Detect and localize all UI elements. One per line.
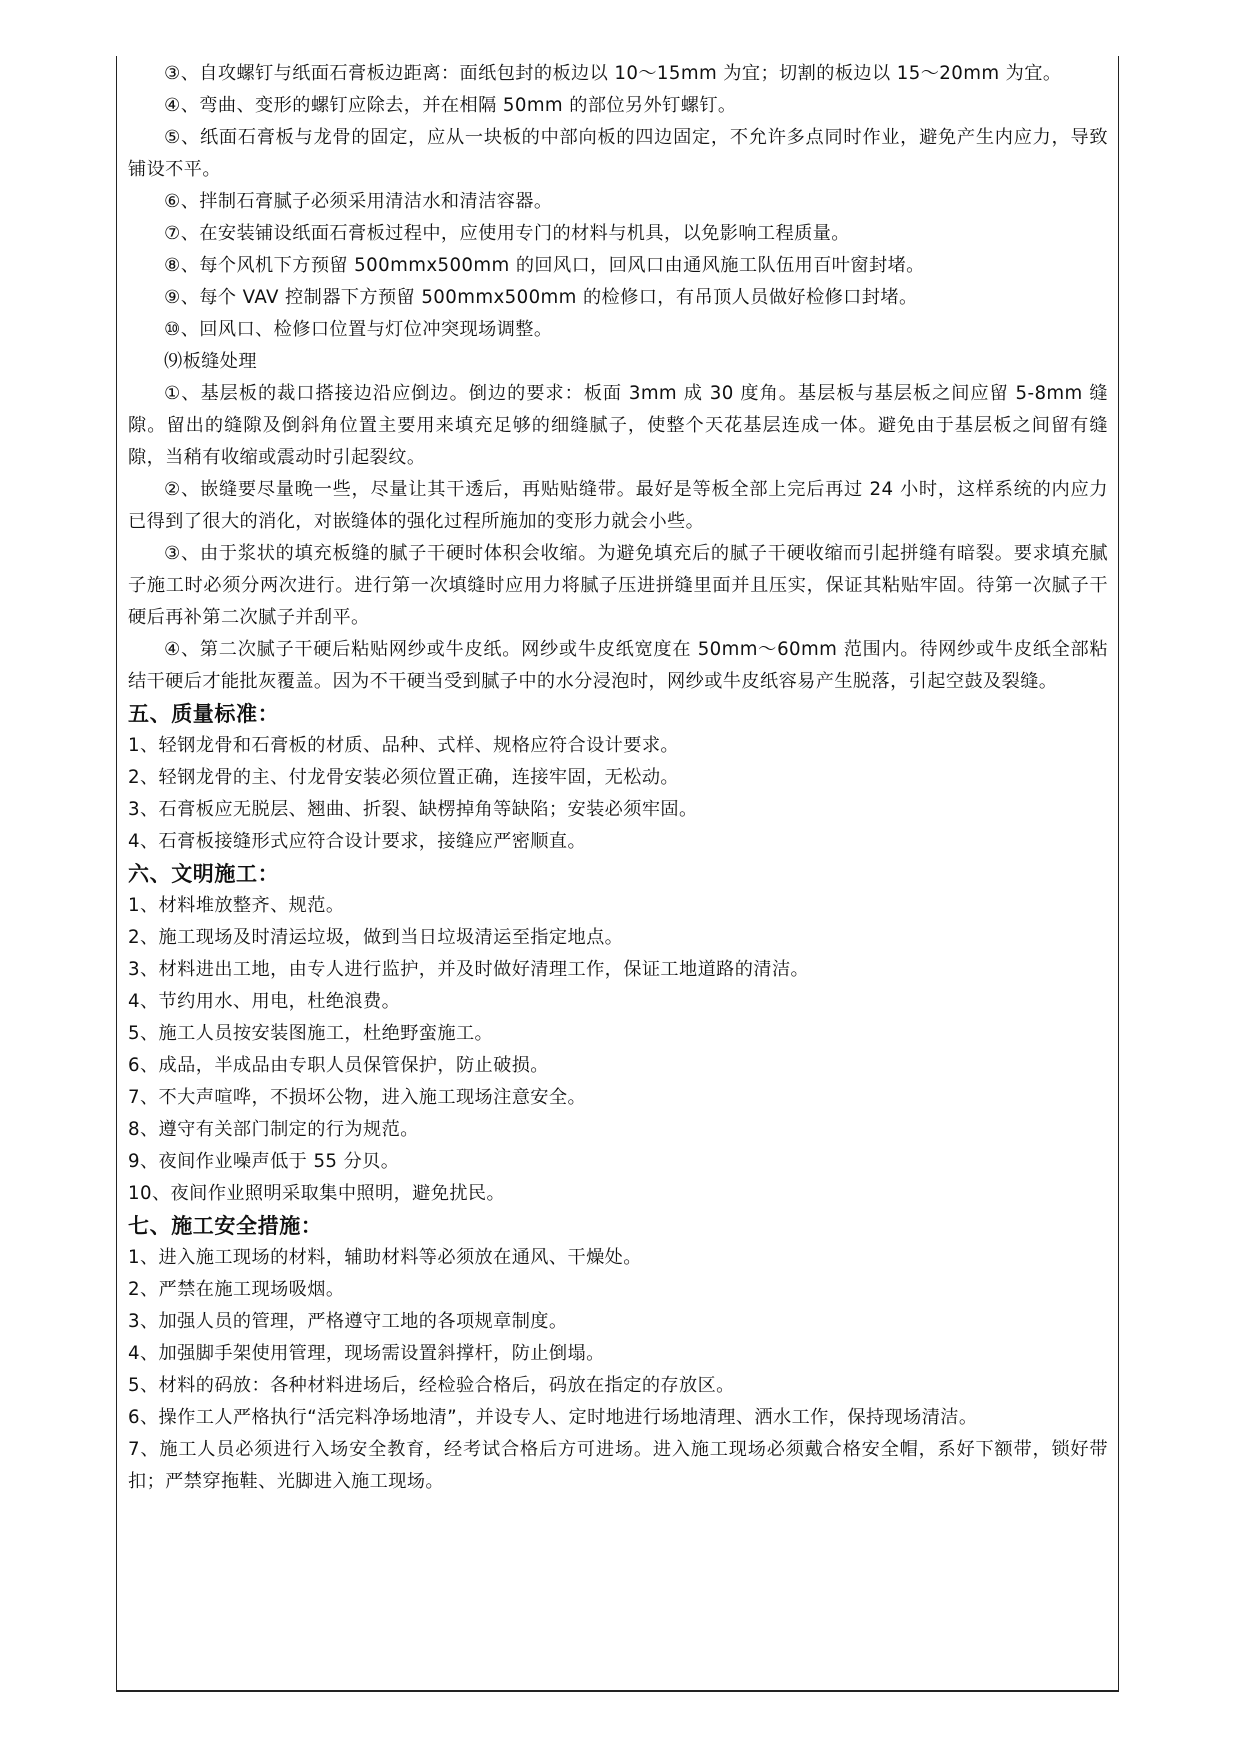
list-item: 10、夜间作业照明采取集中照明，避免扰民。 [128,1183,506,1204]
list-item: 2、严禁在施工现场吸烟。 [128,1279,345,1300]
paragraph: ③、自攻螺钉与纸面石膏板边距离：面纸包封的板边以 10～15mm 为宜；切割的板边以 15～20mm 为宜。 [164,63,1062,84]
list-item: 9、夜间作业噪声低于 55 分贝。 [128,1151,400,1172]
paragraph: ④、弯曲、变形的螺钉应除去，并在相隔 50mm 的部位另外钉螺钉。 [164,95,737,116]
list-item: 4、石膏板接缝形式应符合设计要求，接缝应严密顺直。 [128,831,587,852]
section-heading-civilized-construction: 六、文明施工： [128,862,280,886]
list-item: 6、成品，半成品由专职人员保管保护，防止破损。 [128,1055,549,1076]
list-item: 3、材料进出工地，由专人进行监护，并及时做好清理工作，保证工地道路的清洁。 [128,959,810,980]
paragraph: ⑩、回风口、检修口位置与灯位冲突现场调整。 [164,319,553,340]
paragraph: ⑨、每个 VAV 控制器下方预留 500mmx500mm 的检修口，有吊顶人员做好检修口封堵。 [164,287,918,308]
list-item: 3、加强人员的管理，严格遵守工地的各项规章制度。 [128,1311,568,1332]
list-item: 7、施工人员必须进行入场安全教育，经考试合格后方可进场。进入施工现场必须戴合格安全帽，系好下额带，锁好带扣；严禁穿拖鞋、光脚进入施工现场。 [128,1439,1108,1492]
list-item: 3、石膏板应无脱层、翘曲、折裂、缺楞掉角等缺陷；安装必须牢固。 [128,799,698,820]
list-item: 1、进入施工现场的材料，辅助材料等必须放在通风、干燥处。 [128,1247,642,1268]
list-item: 5、材料的码放：各种材料进场后，经检验合格后，码放在指定的存放区。 [128,1375,735,1396]
paragraph: ②、嵌缝要尽量晚一些，尽量让其干透后，再贴贴缝带。最好是等板全部上完后再过 24 小时，这样系统的内应力已得到了很大的消化，对嵌缝体的强化过程所施加的变形力就会小些。 [128,479,1108,532]
paragraph: ⑧、每个风机下方预留 500mmx500mm 的回风口，回风口由通风施工队伍用百叶窗封堵。 [164,255,925,276]
paragraph: ⑤、纸面石膏板与龙骨的固定，应从一块板的中部向板的四边固定，不允许多点同时作业，避免产生内应力，导致铺设不平。 [128,127,1108,180]
list-item: 4、加强脚手架使用管理，现场需设置斜撑杆，防止倒塌。 [128,1343,605,1364]
list-item: 1、轻钢龙骨和石膏板的材质、品种、式样、规格应符合设计要求。 [128,735,680,756]
subsection-title: ⑼板缝处理 [164,351,257,372]
paragraph: ①、基层板的裁口搭接边沿应倒边。倒边的要求：板面 3mm 成 30 度角。基层板与基层板之间应留 5-8mm 缝隙。留出的缝隙及倒斜角位置主要用来填充足够的细缝腻子，使整个天花基层连成一体。避免由于基层板之间留有缝隙，当稍有收缩或震动时引起裂纹。 [128,383,1108,468]
list-item: 8、遵守有关部门制定的行为规范。 [128,1119,419,1140]
paragraph: ⑥、拌制石膏腻子必须采用清洁水和清洁容器。 [164,191,553,212]
list-item: 2、轻钢龙骨的主、付龙骨安装必须位置正确，连接牢固，无松动。 [128,767,680,788]
section-heading-quality: 五、质量标准： [128,702,280,726]
list-item: 7、不大声喧哗，不损坏公物，进入施工现场注意安全。 [128,1087,587,1108]
list-item: 2、施工现场及时清运垃圾，做到当日垃圾清运至指定地点。 [128,927,624,948]
paragraph: ⑦、在安装铺设纸面石膏板过程中，应使用专门的材料与机具，以免影响工程质量。 [164,223,850,244]
paragraph: ③、由于浆状的填充板缝的腻子干硬时体积会收缩。为避免填充后的腻子干硬收缩而引起拼缝有暗裂。要求填充腻子施工时必须分两次进行。进行第一次填缝时应用力将腻子压进拼缝里面并且压实，保证其粘贴牢固。待第一次腻子干硬后再补第二次腻子并刮平。 [128,543,1108,628]
document-body [128,58,1108,1498]
list-item: 1、材料堆放整齐、规范。 [128,895,345,916]
list-item: 6、操作工人严格执行“活完料净场地清”，并设专人、定时地进行场地清理、洒水工作，保持现场清洁。 [128,1407,978,1428]
paragraph: ④、第二次腻子干硬后粘贴网纱或牛皮纸。网纱或牛皮纸宽度在 50mm～60mm 范围内。待网纱或牛皮纸全部粘结干硬后才能批灰覆盖。因为不干硬当受到腻子中的水分浸泡时，网纱或牛皮纸容易产生脱落，引起空鼓及裂缝。 [128,639,1108,692]
list-item: 4、节约用水、用电，杜绝浪费。 [128,991,401,1012]
list-item: 5、施工人员按安装图施工，杜绝野蛮施工。 [128,1023,494,1044]
section-heading-safety-measures: 七、施工安全措施： [128,1214,323,1238]
